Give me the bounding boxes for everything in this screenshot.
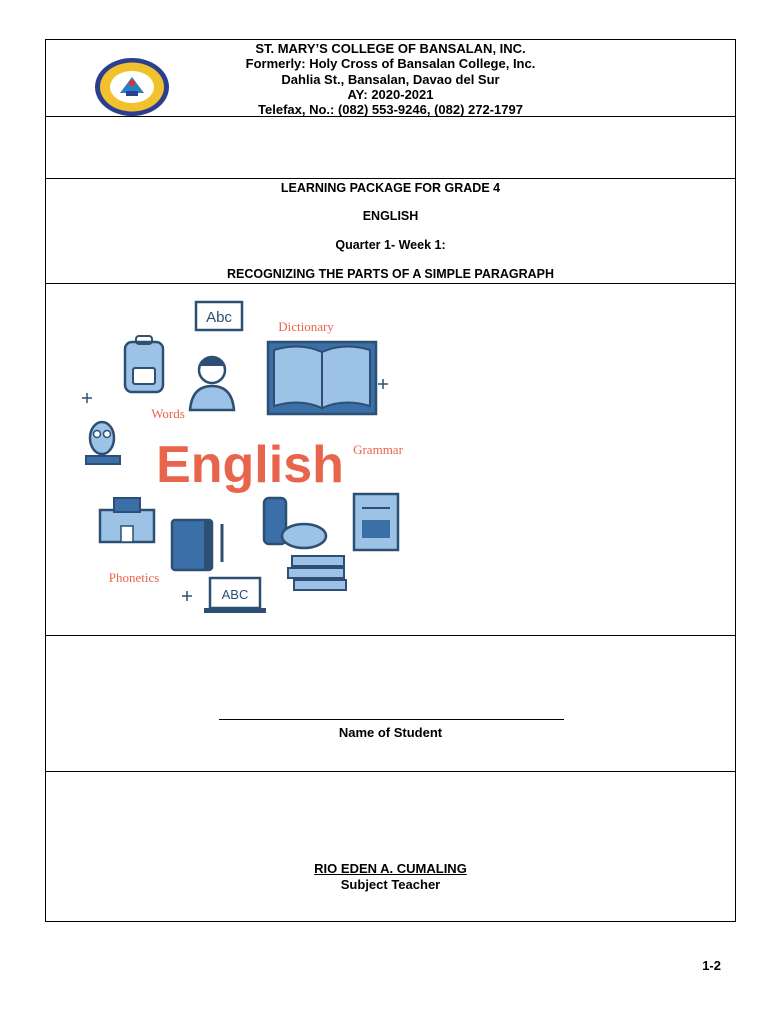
academic-year: AY: 2020-2021 bbox=[347, 86, 434, 102]
notebook-icon bbox=[172, 520, 222, 570]
illustration-row bbox=[46, 284, 735, 636]
school-address: Dahlia St., Bansalan, Davao del Sur bbox=[281, 71, 500, 87]
grammar-label: Grammar bbox=[353, 442, 403, 457]
package-subject: ENGLISH bbox=[362, 209, 419, 223]
owl-icon bbox=[86, 422, 120, 464]
teacher-role: Subject Teacher bbox=[340, 877, 441, 892]
student-name-caption: Name of Student bbox=[338, 725, 443, 740]
document-frame bbox=[45, 39, 736, 922]
teacher-row bbox=[46, 772, 735, 923]
english-word: English bbox=[156, 436, 344, 494]
student-icon bbox=[190, 357, 234, 410]
english-illustration bbox=[78, 298, 428, 616]
open-book-icon bbox=[268, 342, 376, 414]
phonetics-label: Phonetics bbox=[108, 570, 160, 585]
school-header bbox=[46, 40, 735, 117]
chalkboard-icon bbox=[196, 302, 242, 330]
book-stack-icon bbox=[288, 556, 346, 590]
abc-laptop-label: ABC bbox=[221, 587, 249, 602]
student-name-row bbox=[46, 636, 735, 772]
laptop-icon bbox=[204, 578, 266, 613]
lunch-icon bbox=[264, 498, 326, 548]
spiral-notebook-icon bbox=[354, 494, 398, 550]
student-name-line[interactable] bbox=[219, 719, 564, 720]
school-name: ST. MARY’S COLLEGE OF BANSALAN, INC. bbox=[255, 41, 526, 56]
package-title: LEARNING PACKAGE FOR GRADE 4 bbox=[280, 181, 501, 195]
backpack-icon bbox=[125, 336, 163, 392]
teacher-name: RIO EDEN A. CUMALING bbox=[314, 861, 467, 876]
package-topic: RECOGNIZING THE PARTS OF A SIMPLE PARAGRAPH bbox=[226, 267, 555, 281]
header-row bbox=[46, 40, 735, 117]
package-period: Quarter 1- Week 1: bbox=[335, 238, 446, 252]
school-building-icon bbox=[100, 498, 154, 542]
page-number: 1-2 bbox=[702, 958, 721, 973]
telefax: Telefax, No.: (082) 553-9246, (082) 272-1797 bbox=[258, 102, 523, 118]
dictionary-label: Dictionary bbox=[278, 319, 334, 334]
abc-label: Abc bbox=[206, 309, 232, 326]
former-name: Formerly: Holy Cross of Bansalan College, Inc. bbox=[245, 56, 536, 72]
package-info-row bbox=[46, 179, 735, 284]
words-label: Words bbox=[151, 406, 185, 421]
blank-row bbox=[46, 117, 735, 179]
